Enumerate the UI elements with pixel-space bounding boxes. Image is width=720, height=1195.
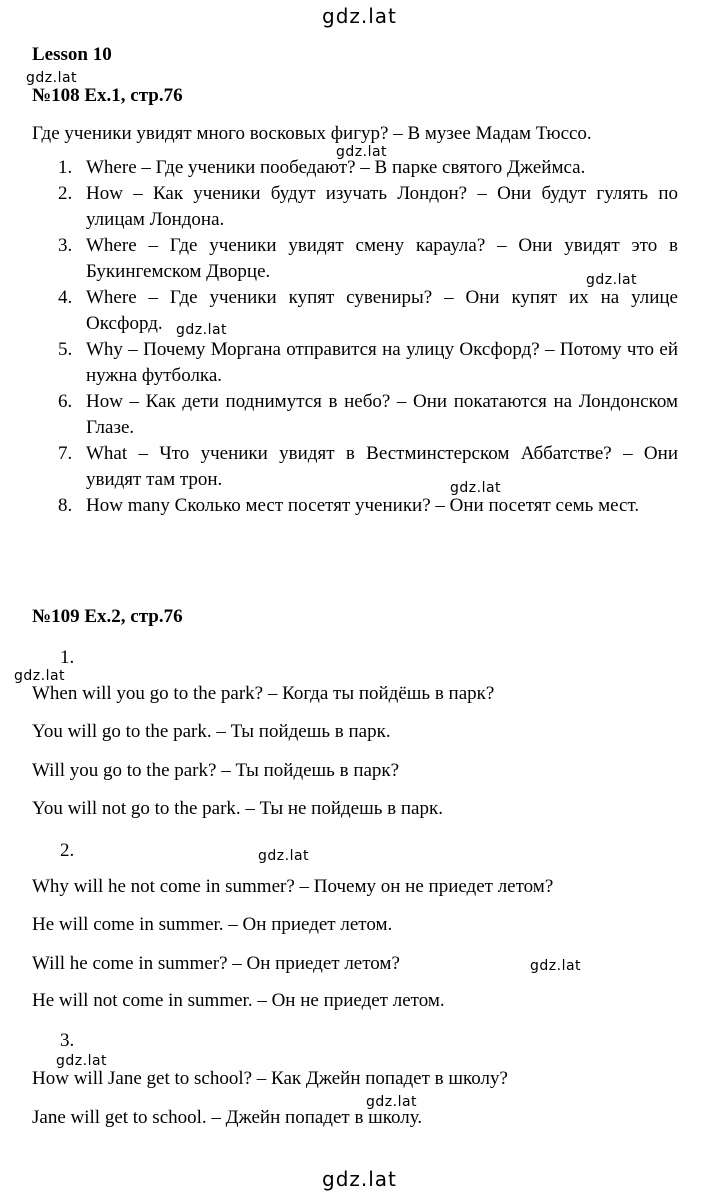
- item-text: Why – Почему Моргана отправится на улицу Оксфорд? – Потому что ей нужна футболка.: [86, 339, 678, 386]
- watermark-top: gdz.lat: [322, 4, 397, 28]
- sentence-line: Why will he not come in summer? – Почему он не приедет летом?: [32, 876, 554, 897]
- watermark: gdz.lat: [258, 848, 310, 864]
- watermark: gdz.lat: [366, 1094, 418, 1110]
- ex2-heading: №109 Ex.2, стр.76: [32, 606, 183, 627]
- sentence-line: He will not come in summer. – Он не приедет летом.: [32, 990, 445, 1011]
- watermark: gdz.lat: [586, 272, 638, 288]
- list-item: [58, 155, 678, 181]
- sentence-line: When will you go to the park? – Когда ты пойдёшь в парк?: [32, 683, 495, 704]
- item-text: What – Что ученики увидят в Вестминстерском Аббатстве? – Они увидят там трон.: [86, 443, 678, 490]
- sentence-line: He will come in summer. – Он приедет летом.: [32, 914, 393, 935]
- item-text: Where – Где ученики пообедают? – В парке святого Джеймса.: [86, 157, 586, 178]
- sentence-line: Will he come in summer? – Он приедет летом?: [32, 953, 400, 974]
- item-number: 4.: [58, 287, 73, 308]
- item-text: How many Сколько мест посетят ученики? – Они посетят семь мест.: [86, 495, 640, 516]
- item-number: 5.: [58, 339, 73, 360]
- item-number: 6.: [58, 391, 73, 412]
- list-item: [58, 441, 678, 493]
- list-item: [58, 389, 678, 441]
- group-number: 3.: [60, 1030, 75, 1051]
- item-number: 7.: [58, 443, 73, 464]
- lesson-title: Lesson 10: [32, 44, 112, 65]
- list-item: [58, 233, 678, 285]
- sentence-line: You will go to the park. – Ты пойдешь в парк.: [32, 721, 391, 742]
- ex1-intro: Где ученики увидят много восковых фигур? – В музее Мадам Тюссо.: [32, 123, 592, 144]
- item-number: 2.: [58, 183, 73, 204]
- watermark-bottom: gdz.lat: [322, 1167, 397, 1191]
- group-number: 1.: [60, 647, 75, 668]
- item-number: 3.: [58, 235, 73, 256]
- ex1-heading: №108 Ex.1, стр.76: [32, 85, 183, 106]
- watermark: gdz.lat: [14, 668, 66, 684]
- item-text: Where – Где ученики купят сувениры? – Они купят их на улице Оксфорд.: [86, 287, 678, 334]
- list-item: [58, 181, 678, 233]
- watermark: gdz.lat: [336, 144, 388, 160]
- list-item: [58, 337, 678, 389]
- group-number: 2.: [60, 840, 75, 861]
- item-number: 1.: [58, 157, 73, 178]
- item-number: 8.: [58, 495, 73, 516]
- watermark: gdz.lat: [530, 958, 582, 974]
- watermark: gdz.lat: [450, 480, 502, 496]
- sentence-line: Will you go to the park? – Ты пойдешь в парк?: [32, 760, 400, 781]
- sentence-line: You will not go to the park. – Ты не пойдешь в парк.: [32, 798, 443, 819]
- list-item: [58, 285, 678, 337]
- ex1-answer-list: [58, 155, 678, 519]
- watermark: gdz.lat: [26, 70, 78, 86]
- watermark: gdz.lat: [56, 1053, 108, 1069]
- sentence-line: Jane will get to school. – Джейн попадет в школу.: [32, 1107, 423, 1128]
- sentence-line: How will Jane get to school? – Как Джейн попадет в школу?: [32, 1068, 508, 1089]
- item-text: How – Как ученики будут изучать Лондон? – Они будут гулять по улицам Лондона.: [86, 183, 678, 230]
- watermark: gdz.lat: [176, 322, 228, 338]
- list-item: [58, 493, 678, 519]
- item-text: How – Как дети поднимутся в небо? – Они покатаются на Лондонском Глазе.: [86, 391, 678, 438]
- item-text: Where – Где ученики увидят смену караула? – Они увидят это в Букингемском Дворце.: [86, 235, 678, 282]
